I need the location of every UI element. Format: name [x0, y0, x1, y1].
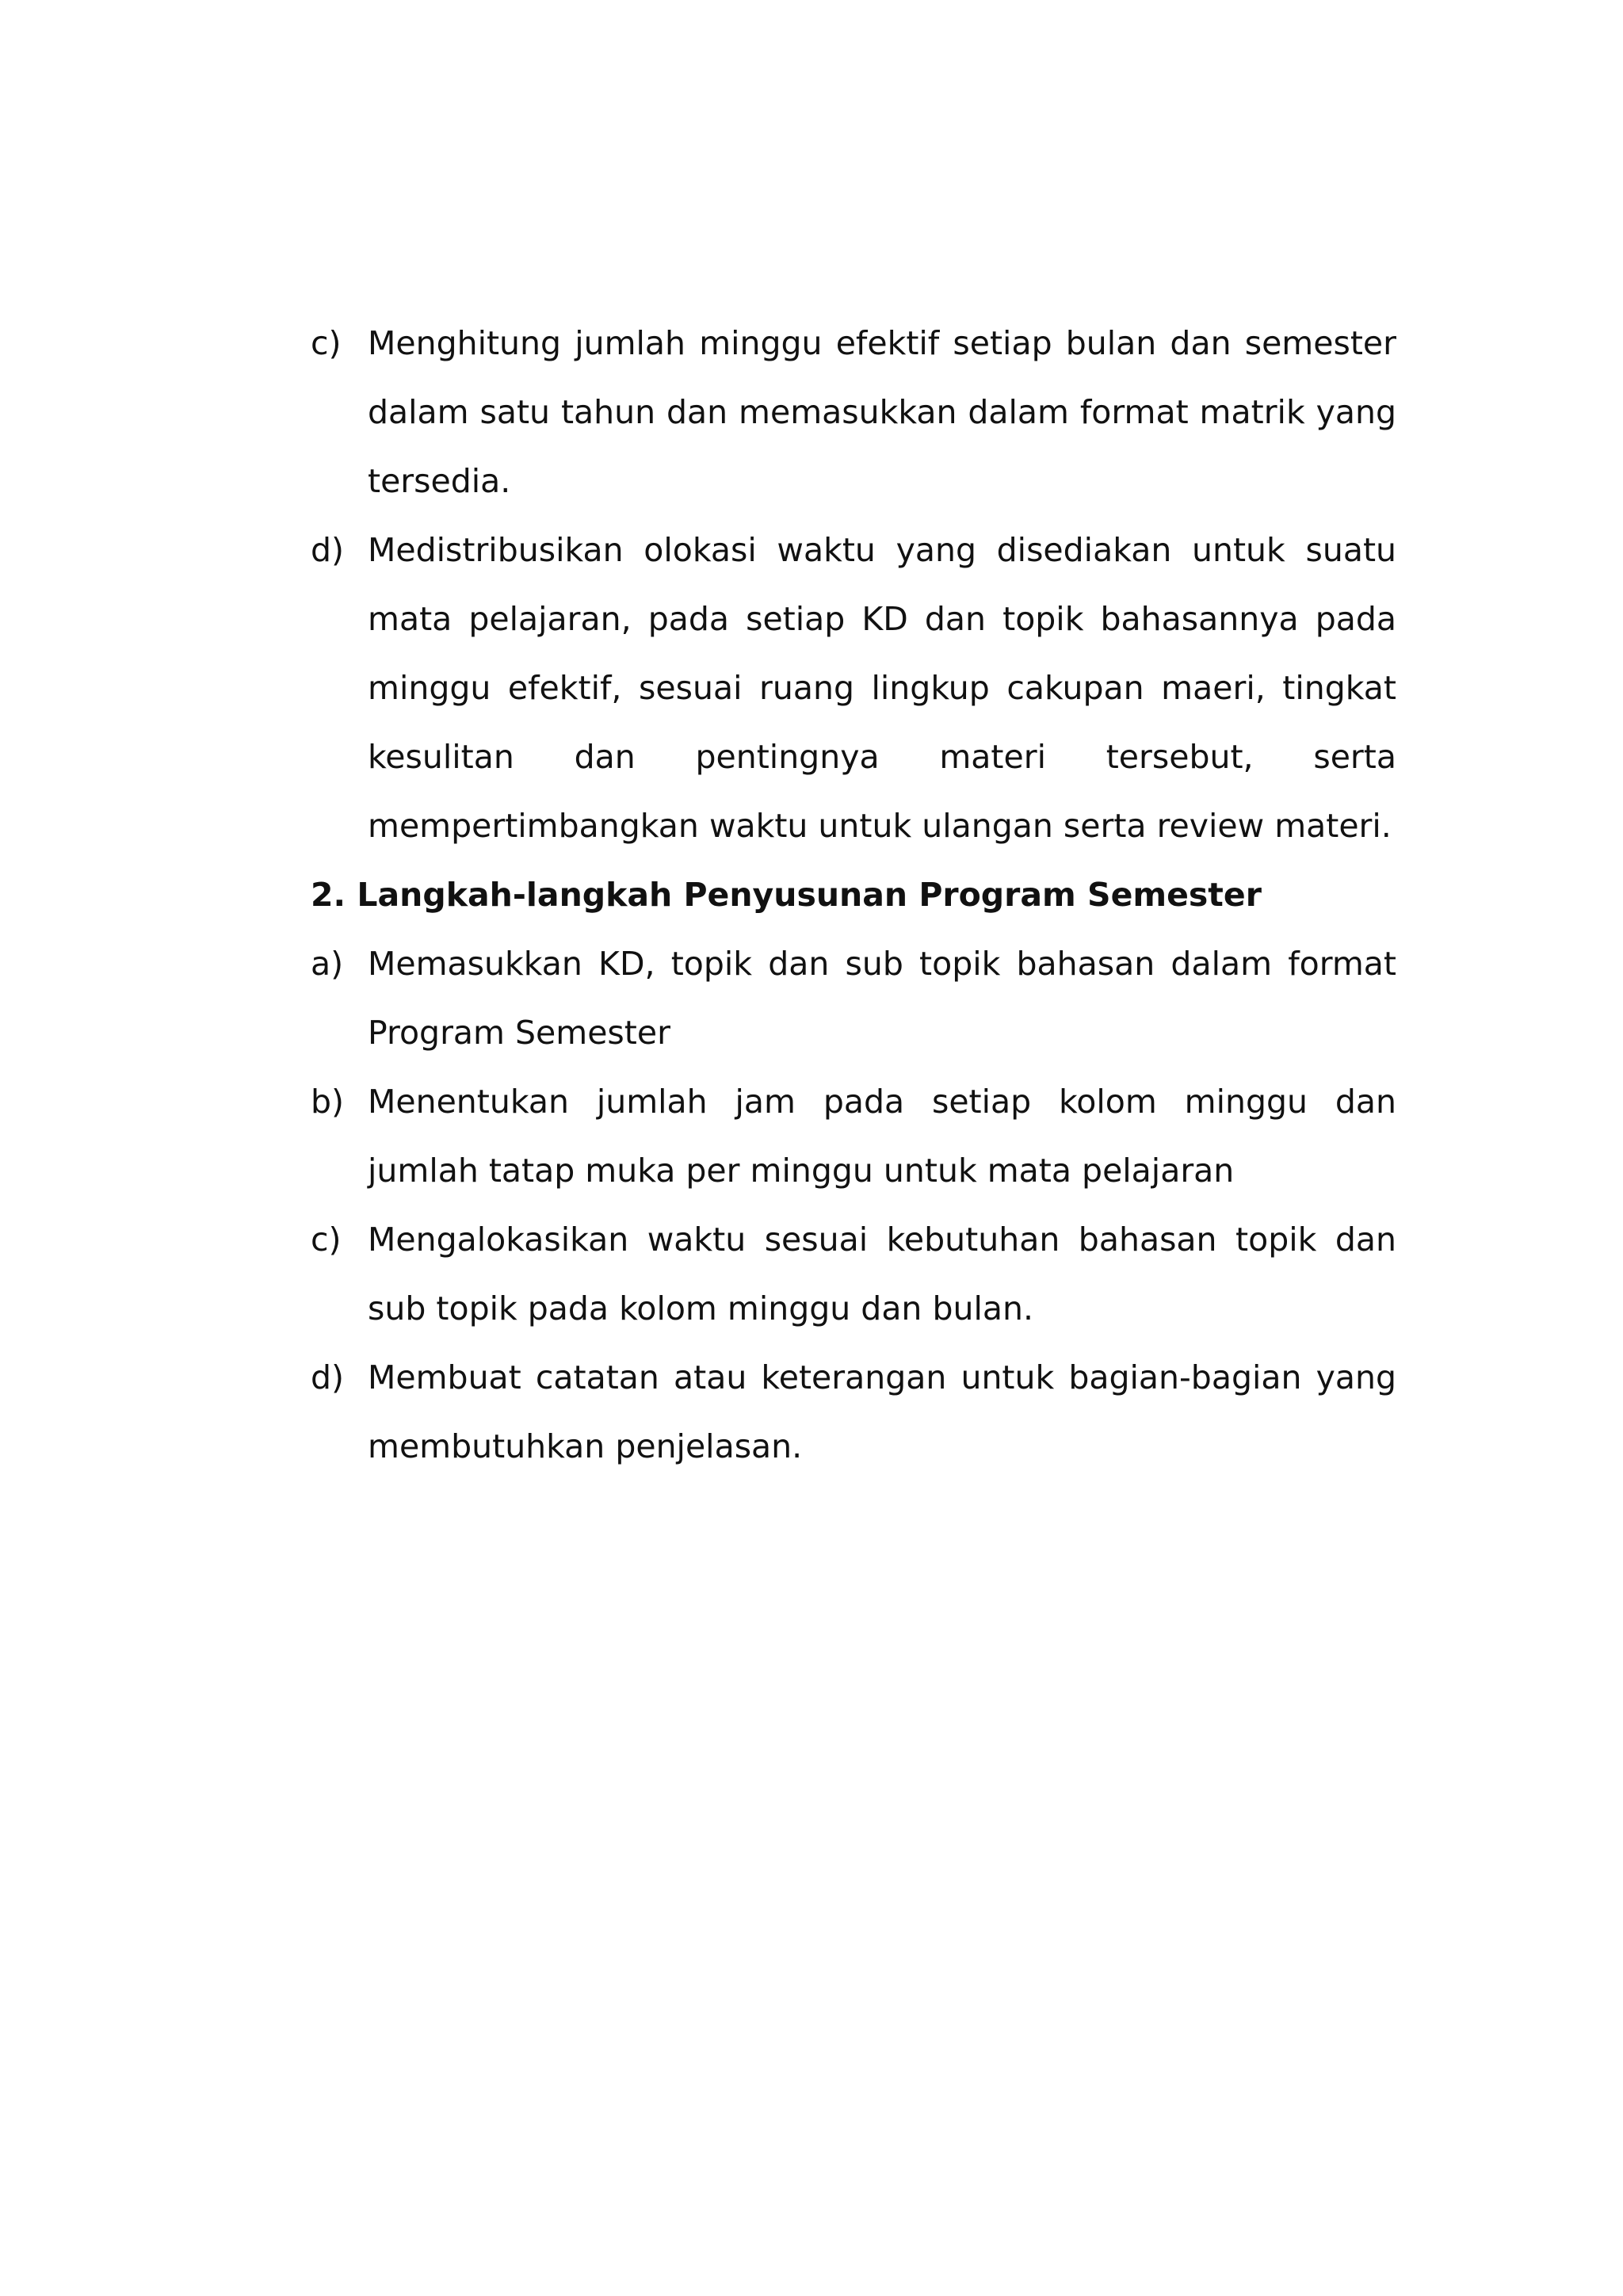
list-marker: d) [311, 531, 345, 569]
list-marker: b) [311, 1083, 345, 1121]
list-item-text: Menghitung jumlah minggu efektif setiap bulan dan semester dalam satu tahun dan memasukkan dalam format matrik yang tersedia. [368, 324, 1396, 500]
list-item-d-distribute-time [311, 516, 1396, 861]
document-content [311, 309, 1396, 1481]
list-marker: d) [311, 1358, 345, 1396]
section-heading: 2. Langkah-langkah Penyusunan Program Semester [311, 876, 1262, 914]
list-item-text: Memasukkan KD, topik dan sub topik bahasan dalam format Program Semester [368, 945, 1396, 1052]
list-item-text: Mengalokasikan waktu sesuai kebutuhan bahasan topik dan sub topik pada kolom minggu dan bulan. [368, 1221, 1396, 1328]
list-item-c-effective-weeks [311, 309, 1396, 516]
list-item-text: Medistribusikan olokasi waktu yang disediakan untuk suatu mata pelajaran, pada setiap KD dan topik bahasannya pada minggu efektif, sesuai ruang lingkup cakupan maeri, tingkat kesulitan dan pentingnya materi tersebut, serta mempertimbangkan waktu untuk ulangan serta review materi. [368, 531, 1396, 845]
list-marker: c) [311, 324, 342, 362]
list-item-b-determine-hours [311, 1068, 1396, 1205]
list-marker: a) [311, 945, 344, 983]
list-item-a-enter-kd [311, 930, 1396, 1068]
list-item-text: Membuat catatan atau keterangan untuk bagian-bagian yang membutuhkan penjelasan. [368, 1358, 1396, 1465]
list-item-text: Menentukan jumlah jam pada setiap kolom minggu dan jumlah tatap muka per minggu untuk mata pelajaran [368, 1083, 1396, 1190]
list-item-c-allocate-time [311, 1205, 1396, 1343]
list-item-d-make-notes [311, 1343, 1396, 1481]
list-marker: c) [311, 1221, 342, 1259]
